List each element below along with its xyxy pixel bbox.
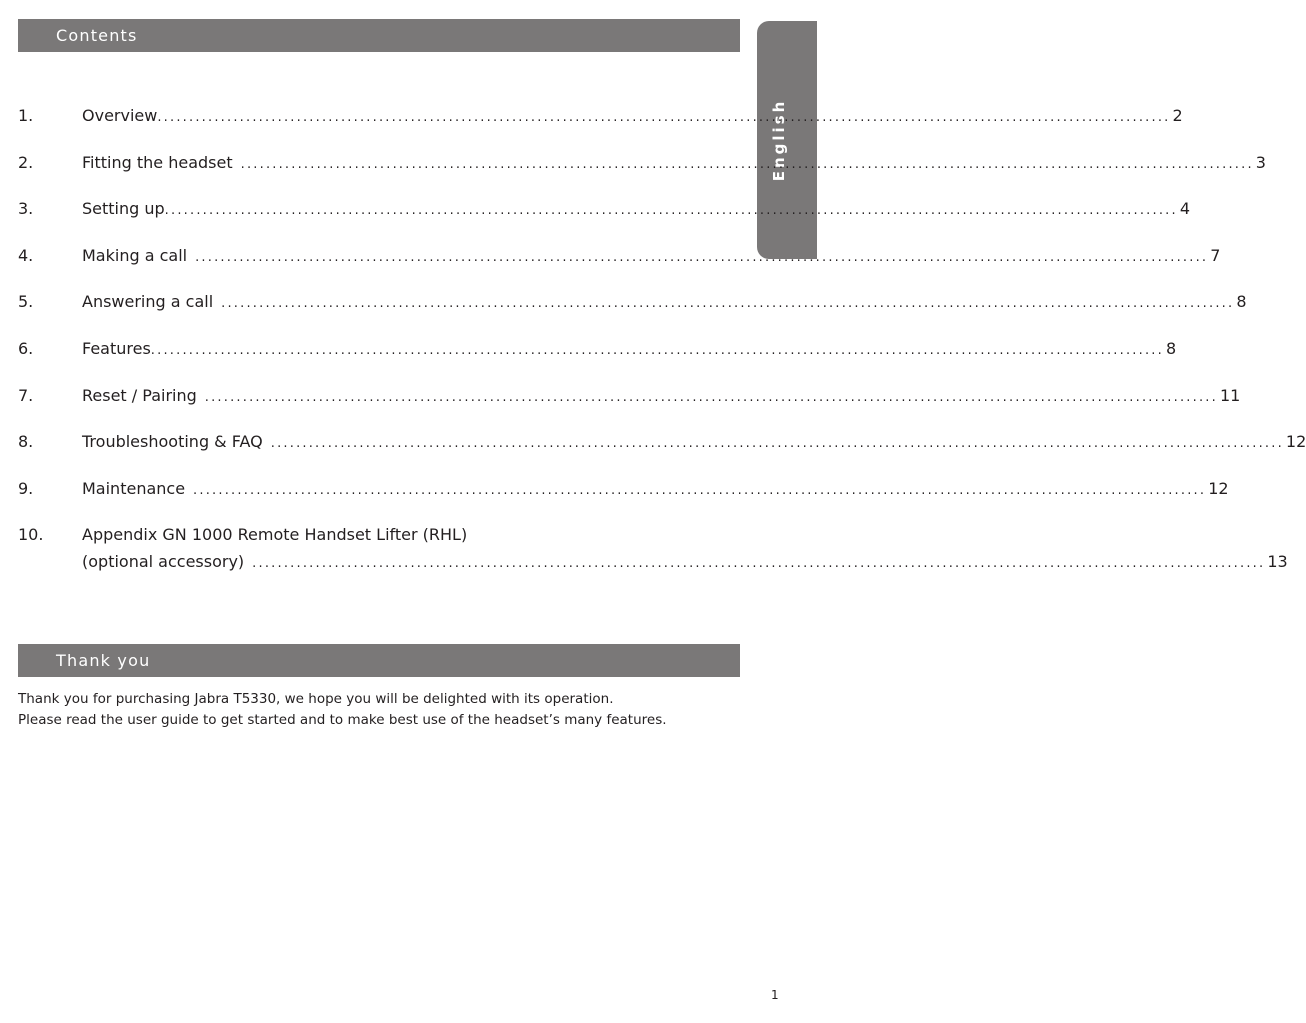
- dot-leader: ................................................................................................................................................................: [252, 556, 1266, 572]
- toc-title: Overview: [82, 106, 158, 125]
- toc-entry-setting-up[interactable]: [18, 198, 1191, 245]
- toc-page-number: 8: [1236, 292, 1247, 312]
- thank-you-header: [18, 644, 740, 677]
- toc-page-number: 7: [1210, 245, 1221, 265]
- toc-title: Features: [82, 338, 151, 358]
- toc-title: Troubleshooting & FAQ: [82, 432, 263, 452]
- contents-header: [18, 19, 740, 52]
- toc-title: Answering a call: [82, 292, 214, 312]
- toc-title: Reset / Pairing: [82, 385, 197, 405]
- toc-number: 2.: [18, 152, 34, 172]
- toc-number: 6.: [18, 338, 34, 358]
- dot-leader: ................................................................................................................................................................: [157, 110, 1171, 125]
- toc-number: 7.: [18, 385, 34, 405]
- toc-entry-reset-pairing[interactable]: [18, 385, 1241, 432]
- toc-page-number: 4: [1179, 199, 1191, 219]
- toc-page-number: 11: [1219, 385, 1241, 405]
- toc-number: 8.: [18, 432, 34, 452]
- dot-leader: ................................................................................................................................................................: [204, 389, 1218, 405]
- toc-number: 3.: [18, 199, 34, 219]
- dot-leader: ................................................................................................................................................................: [240, 156, 1254, 172]
- toc-number: 10.: [18, 525, 44, 545]
- toc-page-number: 3: [1255, 152, 1266, 172]
- toc-entry-features[interactable]: [18, 338, 1177, 385]
- dot-leader: ................................................................................................................................................................: [221, 296, 1235, 312]
- toc-number: 1.: [18, 106, 34, 125]
- dot-leader: ................................................................................................................................................................: [150, 342, 1164, 358]
- toc-title: Setting up: [82, 199, 165, 219]
- dot-leader: ................................................................................................................................................................: [164, 203, 1178, 219]
- toc-title: Maintenance: [82, 478, 186, 498]
- thank-you-line-2: Please read the user guide to get started and to make best use of the headset’s many features.: [18, 712, 667, 728]
- toc-page-number: 13: [1267, 552, 1288, 572]
- toc-page-number: 8: [1165, 338, 1177, 358]
- toc-title: Fitting the headset: [82, 152, 233, 172]
- toc-number: 9.: [18, 478, 34, 498]
- toc-entry-appendix-rhl[interactable]: [18, 524, 1288, 599]
- thank-you-line-1: Thank you for purchasing Jabra T5330, we hope you will be delighted with its operation.: [18, 691, 614, 707]
- page-number: 1: [771, 988, 779, 1002]
- toc-title: Making a call: [82, 245, 188, 265]
- toc-entry-troubleshooting-faq[interactable]: [18, 431, 1306, 478]
- language-tab-label: English: [770, 98, 788, 182]
- toc-subtitle: (optional accessory): [82, 552, 245, 572]
- contents-title: Contents: [56, 26, 138, 45]
- thank-you-title: Thank you: [56, 651, 151, 670]
- toc-entry-fitting-the-headset[interactable]: [18, 152, 1266, 199]
- toc-page-number: 2: [1172, 106, 1183, 125]
- toc-number: 5.: [18, 292, 34, 312]
- dot-leader: ................................................................................................................................................................: [195, 249, 1209, 265]
- dot-leader: ................................................................................................................................................................: [193, 482, 1207, 498]
- dot-leader: ................................................................................................................................................................: [270, 436, 1284, 452]
- toc-entry-making-a-call[interactable]: [18, 245, 1221, 292]
- toc-entry-answering-a-call[interactable]: [18, 291, 1247, 338]
- toc-entry-maintenance[interactable]: [18, 478, 1229, 525]
- toc-page-number: 12: [1208, 478, 1229, 498]
- toc-page-number: 12: [1285, 432, 1306, 452]
- thank-you-text: [18, 689, 738, 731]
- toc-number: 4.: [18, 245, 34, 265]
- toc-title: Appendix GN 1000 Remote Handset Lifter (RHL): [82, 525, 468, 545]
